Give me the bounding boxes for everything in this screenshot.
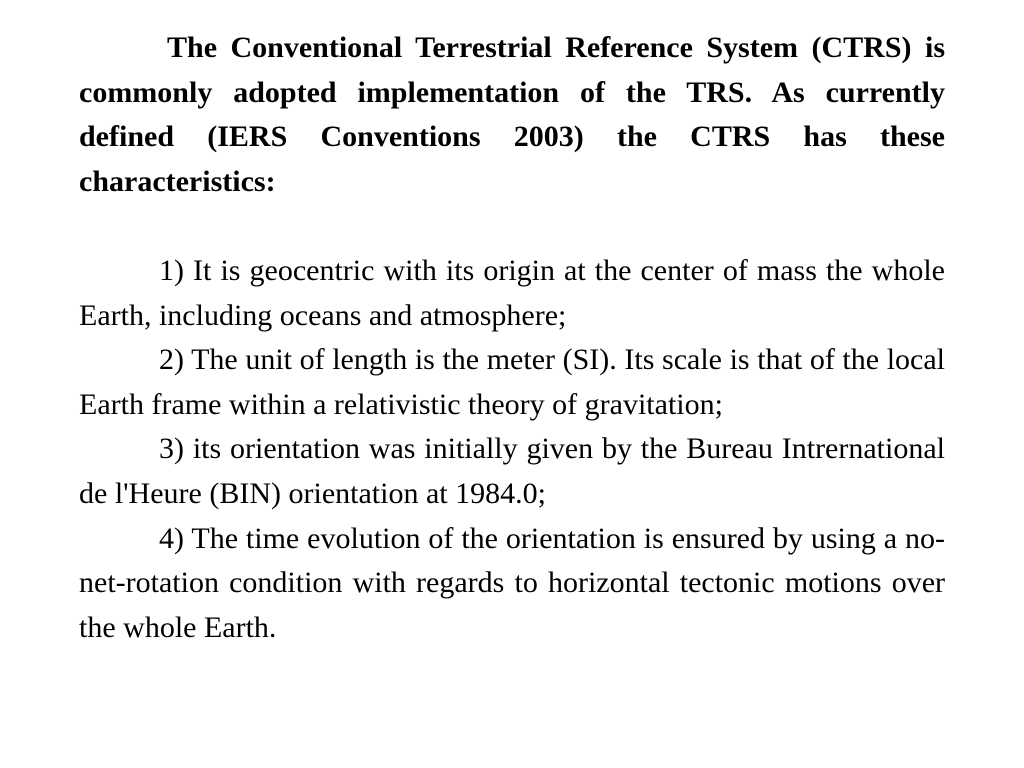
list-item-4: 4) The time evolution of the orientation is ensured by using a no-net-rotation condition with regards to horizontal tectonic motions over the whole Earth. xyxy=(79,521,945,644)
list-item-1: 1) It is geocentric with its origin at the center of mass the whole Earth, including oceans and atmosphere; xyxy=(79,253,945,332)
intro-paragraph: The Conventional Terrestrial Reference System (CTRS) is commonly adopted implementation of the TRS. As currently defined (IERS Conventions 2003) the CTRS has these characteristics: xyxy=(79,31,945,198)
list-item-2: 2) The unit of length is the meter (SI). Its scale is that of the local Earth frame within a relativistic theory of gravitation; xyxy=(79,343,945,421)
slide-content xyxy=(79,26,945,650)
list-item-3: 3) its orientation was initially given by the Bureau Intrernational de l'Heure (BIN) orientation at 1984.0; xyxy=(79,432,945,510)
